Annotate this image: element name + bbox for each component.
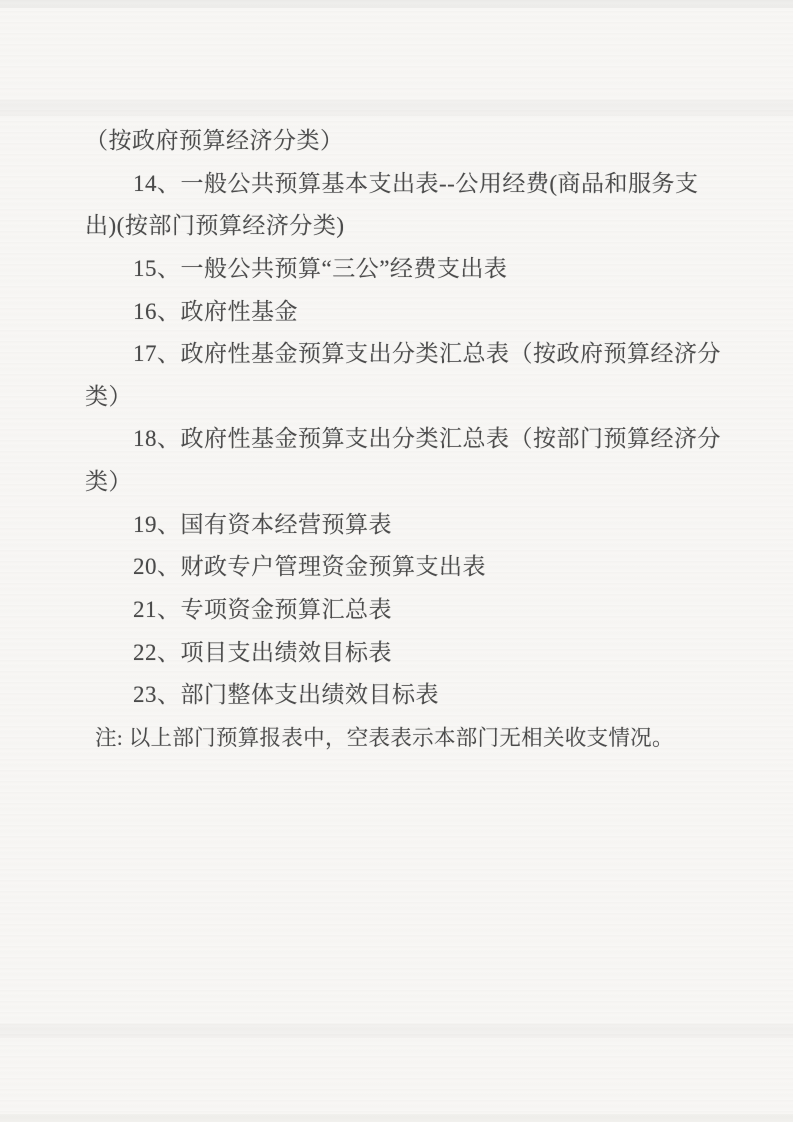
scan-artifact-band	[0, 100, 793, 116]
scan-artifact-band	[0, 0, 793, 8]
document-text-block	[85, 120, 721, 760]
line-item-16: 16、政府性基金	[133, 298, 298, 324]
line-item-18-wrap: 类）	[85, 469, 132, 495]
line-item-19: 19、国有资本经营预算表	[133, 511, 392, 537]
scan-artifact-band	[0, 1024, 793, 1038]
line-item-22: 22、项目支出绩效目标表	[133, 639, 392, 665]
line-item-18: 18、政府性基金预算支出分类汇总表（按部门预算经济分	[133, 426, 721, 452]
line-item-17: 17、政府性基金预算支出分类汇总表（按政府预算经济分	[133, 341, 721, 367]
line-item-15: 15、一般公共预算“三公”经费支出表	[133, 255, 508, 281]
scan-artifact-band	[0, 1114, 793, 1122]
line-item-17-wrap: 类）	[85, 383, 132, 409]
line-item-13-continuation: （按政府预算经济分类）	[85, 128, 344, 153]
line-item-20: 20、财政专户管理资金预算支出表	[133, 554, 486, 580]
line-item-14-wrap: 出)(按部门预算经济分类)	[85, 213, 345, 239]
line-item-23: 23、部门整体支出绩效目标表	[133, 682, 439, 708]
line-item-14: 14、一般公共预算基本支出表--公用经费(商品和服务支	[133, 170, 699, 196]
line-footnote: 注: 以上部门预算报表中，空表表示本部门无相关收支情况。	[95, 725, 674, 750]
line-item-21: 21、专项资金预算汇总表	[133, 597, 392, 623]
